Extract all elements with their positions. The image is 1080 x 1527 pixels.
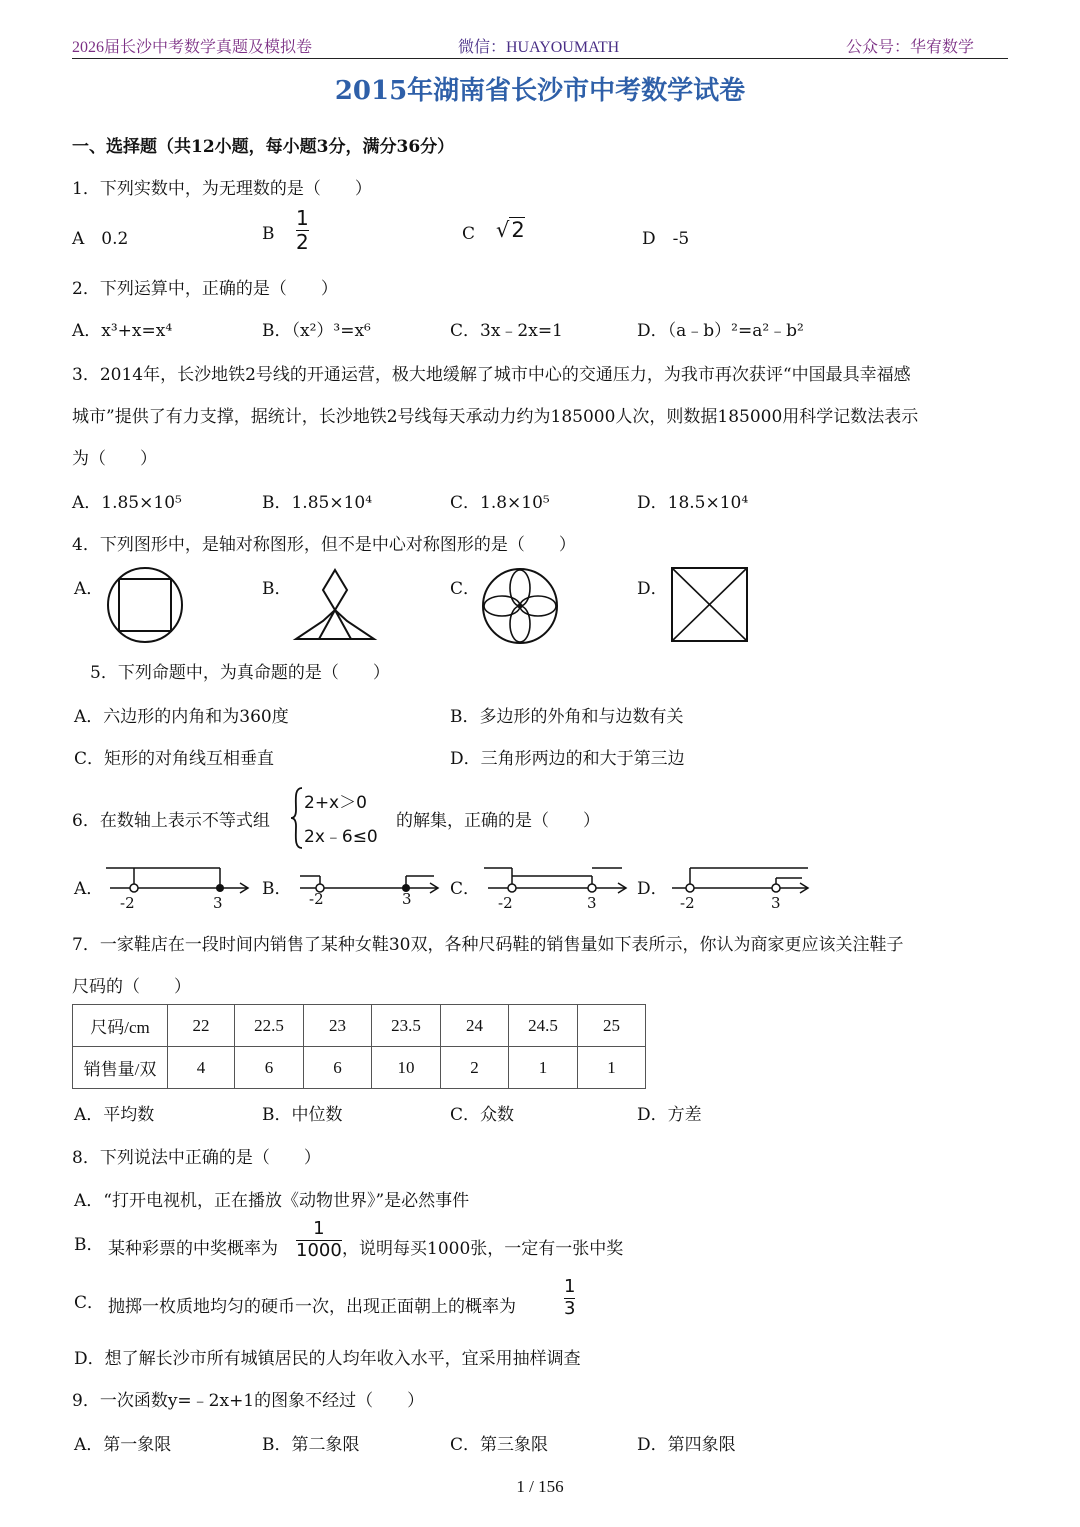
q8-b-numerator: 1	[313, 1218, 325, 1239]
table-cell: 6	[304, 1047, 372, 1089]
section-heading: 一、选择题（共12小题，每小题3分，满分36分）	[72, 137, 455, 157]
table-cell: 24.5	[509, 1005, 578, 1047]
q4-figure-d-square-diagonals	[670, 566, 750, 644]
q8-option-c-label: C．	[74, 1293, 105, 1313]
table-cell: 25	[578, 1005, 646, 1047]
q3-option-c: C．1.8×10⁵	[450, 493, 550, 513]
q8-option-c-fraction	[564, 1278, 575, 1319]
page-number: 1 / 156	[516, 1477, 564, 1496]
q6-c-tick-left: -2	[498, 894, 513, 912]
q1-b-denominator: 2	[296, 230, 309, 254]
table-cell: 6	[235, 1047, 304, 1089]
q1-c-radicand: 2	[511, 218, 525, 242]
q7-line1: 7．一家鞋店在一段时间内销售了某种女鞋30双，各种尺码鞋的销售量如下表所示，你认为商家更应该关注鞋子	[72, 935, 904, 955]
q9-option-d: D．第四象限	[637, 1435, 736, 1455]
q6-d-tick-left: -2	[680, 894, 695, 912]
q4-option-a-label: A．	[74, 579, 104, 599]
q3-option-b: B．1.85×10⁴	[262, 493, 373, 513]
q3-line3: 为（ ）	[72, 449, 157, 469]
q5-stem: 5．下列命题中，为真命题的是（ ）	[90, 663, 390, 683]
q7-line2: 尺码的（ ）	[72, 977, 191, 997]
q6-option-a-label: A．	[74, 879, 104, 899]
header-right: 公众号：华宥数学	[846, 39, 975, 56]
q1-option-b-fraction	[296, 208, 309, 253]
q8-option-b-text-post: ，说明每买1000张，一定有一张中奖	[342, 1239, 624, 1259]
q8-option-d: D．想了解长沙市所有城镇居民的人均年收入水平，宜采用抽样调查	[74, 1349, 581, 1369]
q8-stem: 8．下列说法中正确的是（ ）	[72, 1148, 321, 1168]
q4-figure-a-circle-square	[104, 564, 186, 646]
q4-option-b-label: B．	[262, 579, 292, 599]
q7-option-d: D．方差	[637, 1105, 702, 1125]
q6-a-tick-left: -2	[120, 894, 135, 912]
table-cell: 10	[372, 1047, 441, 1089]
header-center: 微信：HUAYOUMATH	[458, 39, 620, 56]
q5-option-b: B．多边形的外角和与边数有关	[450, 707, 684, 727]
q5-option-a: A．六边形的内角和为360度	[74, 707, 289, 727]
q7-option-c: C．众数	[450, 1105, 515, 1125]
table-cell: 1	[578, 1047, 646, 1089]
q1-option-c-label: C	[462, 224, 476, 244]
q2-option-c: C．3x﹣2x=1	[450, 321, 563, 341]
q1-option-b-label: B	[262, 224, 275, 244]
q2-option-a: A．x³+x=x⁴	[72, 321, 173, 341]
table-cell: 23.5	[372, 1005, 441, 1047]
page-title: 2015年湖南省长沙市中考数学试卷	[334, 76, 746, 106]
q6-brace	[290, 786, 304, 850]
q8-option-b-label: B．	[74, 1235, 104, 1255]
q6-stem-post: 的解集，正确的是（ ）	[396, 811, 600, 831]
table-cell: 4	[168, 1047, 235, 1089]
q2-stem: 2．下列运算中，正确的是（ ）	[72, 279, 338, 299]
q4-figure-c-circle-petals	[480, 566, 560, 646]
q7-sales-table	[72, 1004, 646, 1089]
q8-option-a: A．“打开电视机，正在播放《动物世界》”是必然事件	[74, 1191, 470, 1211]
q1-b-numerator: 1	[296, 206, 309, 230]
q9-option-a: A．第一象限	[74, 1435, 172, 1455]
q7-option-b: B．中位数	[262, 1105, 343, 1125]
table-cell: 2	[441, 1047, 509, 1089]
q8-option-b-text-pre: 某种彩票的中奖概率为	[108, 1239, 278, 1259]
q1-option-d: D -5	[642, 229, 690, 249]
q6-option-b-label: B．	[262, 879, 292, 899]
q6-b-tick-left: -2	[309, 890, 324, 908]
q6-inequality-2: 2x﹣6≤0	[304, 827, 378, 847]
q3-option-a: A．1.85×10⁵	[72, 493, 182, 513]
table-cell: 23	[304, 1005, 372, 1047]
q6-inequality-1: 2+x＞0	[304, 793, 367, 813]
q7-option-a: A．平均数	[74, 1105, 155, 1125]
q9-option-b: B．第二象限	[262, 1435, 360, 1455]
q6-d-tick-right: 3	[771, 894, 781, 912]
q8-c-numerator: 1	[564, 1276, 576, 1297]
table-row	[73, 1005, 646, 1047]
q5-option-d: D．三角形两边的和大于第三边	[450, 749, 685, 769]
q9-stem: 9．一次函数y=﹣2x+1的图象不经过（ ）	[72, 1391, 425, 1411]
table-cell: 24	[441, 1005, 509, 1047]
q1-option-a: A 0.2	[72, 229, 129, 249]
header-left: 2026届长沙中考数学真题及模拟卷	[72, 39, 313, 56]
q8-c-denominator: 3	[564, 1297, 576, 1319]
q4-option-c-label: C．	[450, 579, 481, 599]
q6-c-tick-right: 3	[587, 894, 597, 912]
q4-stem: 4．下列图形中，是轴对称图形，但不是中心对称图形的是（ ）	[72, 535, 576, 555]
q4-option-d-label: D．	[637, 579, 668, 599]
q1-stem: 1．下列实数中，为无理数的是（ ）	[72, 179, 372, 199]
q2-option-d: D．（a﹣b）²=a²﹣b²	[637, 321, 804, 341]
table-row	[73, 1047, 646, 1089]
q3-line1: 3．2014年，长沙地铁2号线的开通运营，极大地缓解了城市中心的交通压力，为我市再次获评“中国最具幸福感	[72, 365, 911, 385]
q8-option-b-fraction	[296, 1220, 342, 1261]
q3-option-d: D．18.5×10⁴	[637, 493, 749, 513]
table-cell: 1	[509, 1047, 578, 1089]
header-rule	[72, 58, 1008, 59]
q8-b-denominator: 1000	[296, 1239, 342, 1261]
q6-a-tick-right: 3	[213, 894, 223, 912]
q5-option-c: C．矩形的对角线互相垂直	[74, 749, 275, 769]
q4-figure-b-three-rhombi	[294, 566, 376, 642]
q9-option-c: C．第三象限	[450, 1435, 549, 1455]
q6-option-d-label: D．	[637, 879, 668, 899]
q3-line2: 城市”提供了有力支撑，据统计，长沙地铁2号线每天承动力约为185000人次，则数据185000用科学记数法表示	[72, 407, 919, 427]
q2-option-b: B．（x²）³=x⁶	[262, 321, 371, 341]
q6-option-c-label: C．	[450, 879, 481, 899]
q6-b-tick-right: 3	[402, 890, 412, 908]
table-row-header: 销售量/双	[73, 1047, 168, 1089]
q1-option-c-sqrt: √2	[496, 218, 525, 242]
table-cell: 22.5	[235, 1005, 304, 1047]
table-cell: 22	[168, 1005, 235, 1047]
table-row-header: 尺码/cm	[73, 1005, 168, 1047]
q8-option-c-text: 抛掷一枚质地均匀的硬币一次，出现正面朝上的概率为	[108, 1297, 516, 1317]
q6-stem-pre: 6．在数轴上表示不等式组	[72, 811, 270, 831]
